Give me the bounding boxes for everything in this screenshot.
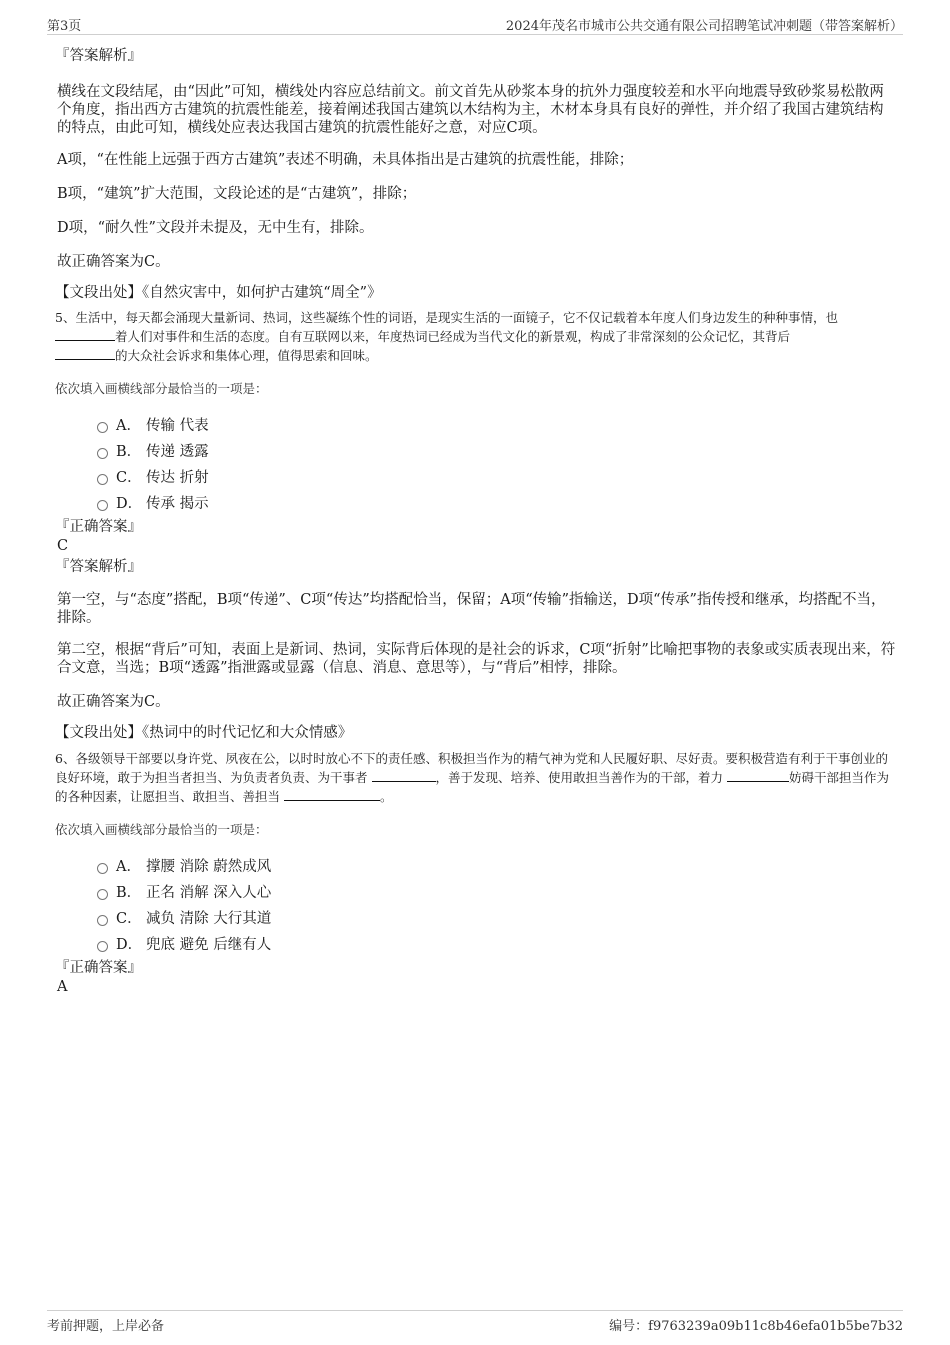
q5-analysis-label: 『答案解析』 — [55, 559, 142, 575]
option-letter: B． — [116, 444, 142, 460]
q6-option-a[interactable] — [97, 854, 897, 880]
option-text: 正名 消解 深入人心 — [146, 885, 272, 901]
fill-blank — [55, 347, 115, 360]
q6-stem-text: 6、各级领导干部要以身许党、夙夜在公，以时时放心不下的责任感、积极担当作为的精气神为党和人民履好职、尽好责。要积极营造有利于干事创业的良好环境，敢于为担当者担当、为负责者负责、为干事者 — [55, 751, 888, 785]
option-letter: B． — [116, 885, 142, 901]
fill-blank — [727, 769, 789, 782]
option-text: 传递 透露 — [146, 444, 209, 460]
option-text: 传承 揭示 — [146, 496, 209, 512]
document-id: 编号：f9763239a09b11c8b46efa01b5be7b32 — [609, 1319, 903, 1334]
q5-stem-text: 的大众社会诉求和集体心理，值得思索和回味。 — [115, 348, 378, 363]
q5-analysis-paragraph: 第二空，根据“背后”可知，表面上是新词、热词，实际背后体现的是社会的诉求，C项“折射”比喻把事物的表象或实质表现出来，符合文意，当选；B项“透露”指泄露或显露（信息、消息、意思等），与“背后”相悖，排除。 — [57, 642, 896, 676]
option-text: 减负 清除 大行其道 — [146, 911, 272, 927]
option-letter: D． — [116, 496, 143, 512]
q5-source: 【文段出处】《热词中的时代记忆和大众情感》 — [55, 725, 353, 741]
q5-option-b[interactable] — [97, 439, 897, 465]
q6-options — [97, 854, 897, 958]
q4-analysis-paragraph: A项，“在性能上远强于西方古建筑”表述不明确，未具体指出是古建筑的抗震性能，排除； — [57, 152, 634, 168]
page-number: 第3页 — [47, 19, 82, 34]
fill-blank — [372, 769, 436, 782]
q5-options — [97, 413, 897, 517]
option-letter: D． — [116, 937, 143, 953]
fill-blank — [55, 328, 115, 341]
q6-stem — [55, 749, 897, 806]
q5-option-c[interactable] — [97, 465, 897, 491]
q6-option-c[interactable] — [97, 906, 897, 932]
option-letter: A． — [116, 418, 141, 434]
option-letter: C． — [116, 911, 142, 927]
q5-stem — [55, 308, 897, 365]
q4-analysis-paragraph: 横线在文段结尾，由“因此”可知，横线处内容应总结前文。前文首先从砂浆本身的抗外力强度较差和水平向地震导致砂浆易松散两个角度，指出西方古建筑的抗震性能差，接着阐述我国古建筑以木结构为主，木材本身具有良好的弹性，并介绍了我国古建筑结构的特点，由此可知，横线处应表达我国古建筑的抗震性能好之意，对应C项。 — [57, 84, 884, 136]
radio-icon[interactable] — [97, 448, 108, 459]
option-letter: C． — [116, 470, 142, 486]
q4-analysis-paragraph: B项，“建筑”扩大范围，文段论述的是“古建筑”，排除； — [57, 186, 417, 202]
option-text: 传达 折射 — [146, 470, 209, 486]
option-text: 传输 代表 — [146, 418, 209, 434]
document-title: 2024年茂名市城市公共交通有限公司招聘笔试冲刺题（带答案解析） — [505, 19, 903, 34]
q5-stem-text: 5、生活中，每天都会涌现大量新词、热词，这些凝练个性的词语，是现实生活的一面镜子，它不仅记载着本年度人们身边发生的种种事情，也 — [55, 310, 838, 325]
radio-icon[interactable] — [97, 915, 108, 926]
q6-prompt: 依次填入画横线部分最恰当的一项是： — [55, 822, 268, 837]
q6-option-b[interactable] — [97, 880, 897, 906]
radio-icon[interactable] — [97, 889, 108, 900]
q4-analysis-label: 『答案解析』 — [55, 48, 142, 64]
q5-answer-summary: 故正确答案为C。 — [57, 694, 170, 710]
q4-analysis-paragraph: D项，“耐久性”文段并未提及，无中生有，排除。 — [57, 220, 374, 236]
q5-analysis-paragraph: 第一空，与“态度”搭配，B项“传递”、C项“传达”均搭配恰当，保留；A项“传输”指输送，D项“传承”指传授和继承，均搭配不当，排除。 — [57, 592, 886, 626]
page-footer — [47, 1310, 903, 1333]
page-content — [57, 44, 897, 996]
footer-slogan: 考前押题，上岸必备 — [47, 1319, 165, 1334]
q6-stem-text: 。 — [380, 789, 393, 804]
option-text: 兜底 避免 后继有人 — [146, 937, 272, 953]
radio-icon[interactable] — [97, 422, 108, 433]
option-text: 撑腰 消除 蔚然成风 — [146, 859, 272, 875]
q5-option-d[interactable] — [97, 491, 897, 517]
q6-stem-text: ，善于发现、培养、使用敢担当善作为的干部，着力 — [435, 770, 724, 785]
q6-answer-label: 『正确答案』 — [55, 960, 142, 976]
page-header — [47, 14, 903, 35]
q6-option-d[interactable] — [97, 932, 897, 958]
q5-answer: C — [57, 538, 69, 554]
radio-icon[interactable] — [97, 863, 108, 874]
radio-icon[interactable] — [97, 474, 108, 485]
q5-option-a[interactable] — [97, 413, 897, 439]
q5-answer-label: 『正确答案』 — [55, 519, 142, 535]
radio-icon[interactable] — [97, 500, 108, 511]
fill-blank — [284, 788, 380, 801]
q4-answer-summary: 故正确答案为C。 — [57, 254, 170, 270]
radio-icon[interactable] — [97, 941, 108, 952]
q5-stem-text: 着人们对事件和生活的态度。自有互联网以来，年度热词已经成为当代文化的新景观，构成了非常深刻的公众记忆，其背后 — [115, 329, 791, 344]
q5-prompt: 依次填入画横线部分最恰当的一项是： — [55, 381, 268, 396]
q6-stem-text: 妨碍干部担当作为的各种因素，让愿担当、敢担当、善担当 — [55, 770, 890, 804]
q4-source: 【文段出处】《自然灾害中，如何护古建筑“周全”》 — [55, 285, 382, 301]
q6-answer: A — [57, 979, 68, 995]
option-letter: A． — [116, 859, 141, 875]
